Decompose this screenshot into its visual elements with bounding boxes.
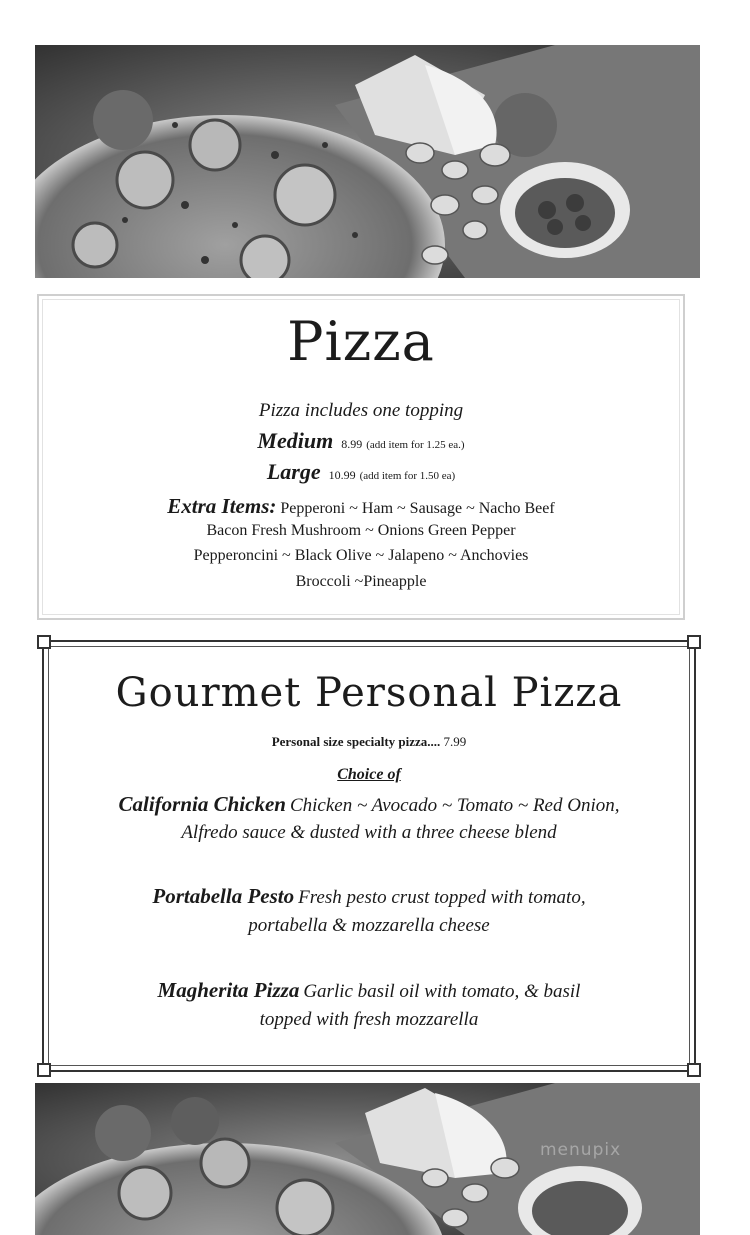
gourmet-title: Gourmet Personal Pizza (115, 670, 623, 716)
medium-size-row (39, 428, 683, 454)
frame-corner-ornament (687, 635, 701, 649)
item-name: Magherita Pizza (157, 978, 300, 1002)
choice-of-label: Choice of (337, 766, 401, 783)
item-name: California Chicken (118, 792, 286, 816)
frame-corner-ornament (37, 635, 51, 649)
item-description: Alfredo sauce & dusted with a three cheese blend (181, 822, 557, 843)
pizza-title: Pizza (287, 310, 435, 373)
large-size-row (39, 459, 683, 485)
frame-corner-ornament (37, 1063, 51, 1077)
pizza-includes-note: Pizza includes one topping (258, 400, 464, 421)
extra-items-line: Pepperoncini ~ Black Olive ~ Jalapeno ~ Anchovies (193, 547, 529, 564)
menu-item (44, 884, 694, 909)
gourmet-price: 7.99 (443, 734, 467, 749)
medium-price: 8.99 (341, 437, 363, 451)
large-label: Large (266, 459, 321, 484)
item-description: portabella & mozzarella cheese (248, 915, 490, 936)
watermark: menupix (540, 1140, 622, 1160)
pizza-section (37, 294, 685, 620)
item-description: topped with fresh mozzarella (259, 1009, 479, 1030)
extra-items-row (39, 494, 683, 519)
extra-items-line: Bacon Fresh Mushroom ~ Onions Green Pepper (206, 522, 516, 539)
medium-label: Medium (257, 428, 334, 453)
extra-items-line: Pepperoni ~ Ham ~ Sausage ~ Nacho Beef (280, 500, 555, 517)
large-price: 10.99 (328, 468, 356, 482)
item-name: Portabella Pesto (152, 884, 295, 908)
menu-item (44, 792, 694, 817)
gourmet-subtitle (44, 734, 694, 750)
item-description: Garlic basil oil with tomato, & basil (303, 981, 581, 1002)
gourmet-personal-pizza-section (42, 640, 696, 1072)
gourmet-subtitle-text: Personal size specialty pizza.... (271, 734, 441, 749)
menu-item (44, 978, 694, 1003)
extra-items-line: Broccoli ~Pineapple (295, 573, 427, 590)
frame-corner-ornament (687, 1063, 701, 1077)
extra-items-label: Extra Items: (167, 494, 277, 518)
item-description: Fresh pesto crust topped with tomato, (298, 887, 586, 908)
large-add-note: (add item for 1.50 ea) (359, 470, 456, 482)
item-description: Chicken ~ Avocado ~ Tomato ~ Red Onion, (289, 795, 620, 816)
medium-add-note: (add item for 1.25 ea.) (366, 439, 465, 451)
top-pizza-photo (35, 45, 700, 278)
